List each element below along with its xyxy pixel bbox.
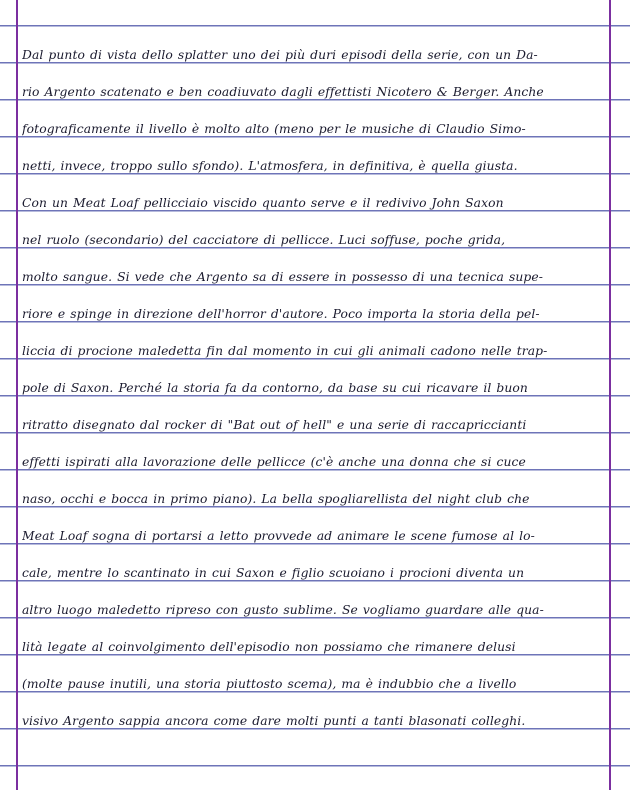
text-line: (molte pause inutili, una storia piuttosto scema), ma è indubbio che a livello bbox=[22, 677, 517, 691]
text-line: nel ruolo (secondario) del cacciatore di pellicce. Luci soffuse, poche grida, bbox=[22, 233, 506, 247]
text-line: fotograficamente il livello è molto alto (meno per le musiche di Claudio Simo- bbox=[22, 122, 526, 136]
text-line: altro luogo maledetto ripreso con gusto sublime. Se vogliamo guardare alle qua- bbox=[22, 603, 544, 617]
right-margin-line bbox=[609, 0, 611, 790]
text-line: effetti ispirati alla lavorazione delle pellicce (c'è anche una donna che si cuce bbox=[22, 455, 526, 469]
text-line: Con un Meat Loaf pellicciaio viscido quanto serve e il redivivo John Saxon bbox=[22, 196, 504, 210]
text-line: netti, invece, troppo sullo sfondo). L'atmosfera, in definitiva, è quella giusta. bbox=[22, 159, 518, 173]
text-line: naso, occhi e bocca in primo piano). La bella spogliarellista del night club che bbox=[22, 492, 530, 506]
handwritten-review-text bbox=[22, 37, 606, 740]
text-line: pole di Saxon. Perché la storia fa da contorno, da base su cui ricavare il buon bbox=[22, 381, 528, 395]
text-line: Meat Loaf sogna di portarsi a letto provvede ad animare le scene fumose al lo- bbox=[22, 529, 535, 543]
text-line: molto sangue. Si vede che Argento sa di essere in possesso di una tecnica supe- bbox=[22, 270, 544, 284]
text-line: cale, mentre lo scantinato in cui Saxon e figlio scuoiano i procioni diventa un bbox=[22, 566, 525, 580]
text-line: ritratto disegnato dal rocker di "Bat out of hell" e una serie di raccapriccianti bbox=[22, 418, 527, 432]
text-line: Dal punto di vista dello splatter uno dei più duri episodi della serie, con un Da- bbox=[22, 48, 538, 62]
text-line: lità legate al coinvolgimento dell'episodio non possiamo che rimanere delusi bbox=[22, 640, 516, 654]
text-line: rio Argento scatenato e ben coadiuvato dagli effettisti Nicotero & Berger. Anche bbox=[22, 85, 544, 99]
text-line: liccia di procione maledetta fin dal momento in cui gli animali cadono nelle trap- bbox=[22, 344, 548, 358]
text-line: visivo Argento sappia ancora come dare molti punti a tanti blasonati colleghi. bbox=[22, 714, 526, 728]
left-margin-line bbox=[16, 0, 18, 790]
text-line: riore e spinge in direzione dell'horror d'autore. Poco importa la storia della pel- bbox=[22, 307, 540, 321]
